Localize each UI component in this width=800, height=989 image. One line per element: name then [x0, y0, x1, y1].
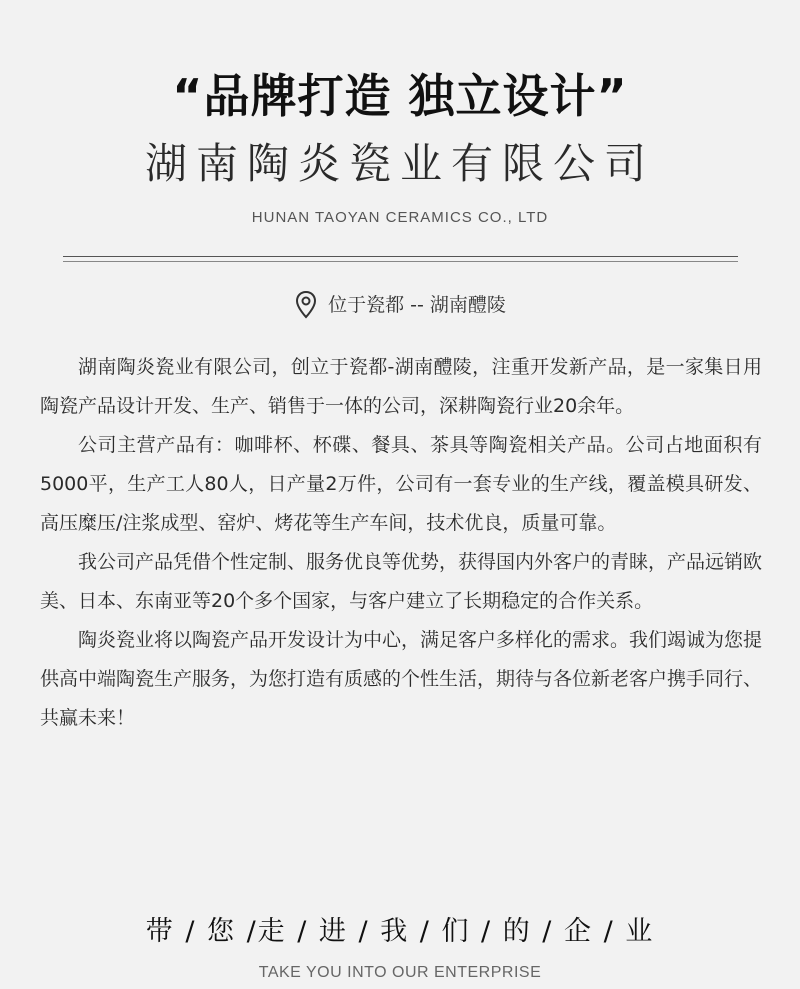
enterprise-slogan: 带 / 您 /走 / 进 / 我 / 们 / 的 / 企 / 业: [145, 916, 655, 947]
paragraph-advantages: 我公司产品凭借个性定制、服务优良等优势，获得国内外客户的青睐，产品远销欧美、日本、东南亚等20个多个国家，与客户建立了长期稳定的合作关系。: [40, 551, 763, 612]
company-name-english: HUNAN TAOYAN CERAMICS CO., LTD: [251, 209, 549, 226]
header-divider-bottom: [63, 261, 738, 262]
header-divider-top: [63, 256, 738, 257]
location-text: 位于瓷都 -- 湖南醴陵: [328, 294, 506, 316]
paragraph-intro: 湖南陶炎瓷业有限公司，创立于瓷都-湖南醴陵，注重开发新产品，是一家集日用陶瓷产品设计开发、生产、销售于一体的公司，深耕陶瓷行业20余年。: [40, 356, 762, 417]
brand-slogan: “品牌打造 独立设计”: [172, 69, 628, 123]
enterprise-slogan-english: TAKE YOU INTO OUR ENTERPRISE: [258, 964, 542, 981]
company-description: [40, 348, 762, 738]
location-pin-icon: [294, 290, 318, 320]
paragraph-mission: 陶炎瓷业将以陶瓷产品开发设计为中心，满足客户多样化的需求。我们竭诚为您提供高中端陶瓷生产服务，为您打造有质感的个性生活，期待与各位新老客户携手同行、共赢未来！: [40, 629, 763, 729]
paragraph-products: 公司主营产品有：咖啡杯、杯碟、餐具、茶具等陶瓷相关产品。公司占地面积有5000平，生产工人80人，日产量2万件，公司有一套专业的生产线，覆盖模具研发、高压糜压/注浆成型、窑炉、烤花等生产车间，技术优良，质量可靠。: [40, 434, 762, 534]
company-name-chinese: 湖南陶炎瓷业有限公司: [144, 139, 655, 188]
location-line: [0, 290, 800, 320]
